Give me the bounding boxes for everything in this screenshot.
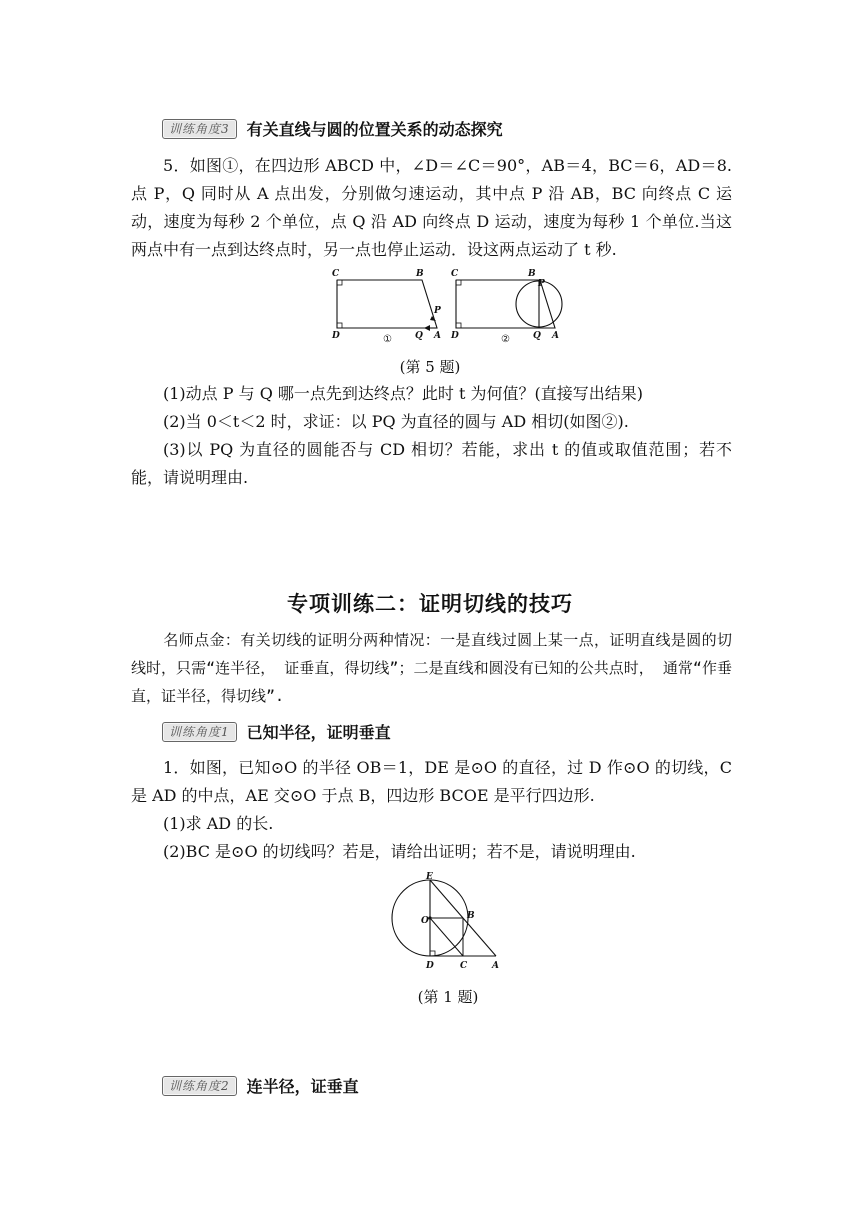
training-angle-1-header [162, 720, 391, 743]
problem-1-question-1: (1)求 AD 的长. [163, 814, 274, 833]
fig-label-d: D [426, 961, 434, 971]
fig2-label-a: A [552, 331, 559, 341]
fig2-label-p: P [538, 279, 545, 289]
fig1-number: ① [383, 334, 392, 345]
problem-5-question-2: (2)当 0＜t＜2 时，求证：以 PQ 为直径的圆与 AD 相切(如图②). [163, 412, 629, 431]
fig1-label-b: B [416, 269, 424, 279]
figure-5-2 [450, 269, 562, 345]
problem-1-caption: (第 1 题) [417, 988, 479, 1006]
fig2-label-c: C [451, 269, 459, 279]
training-angle-3-header [162, 117, 503, 140]
fig-label-b: B [467, 911, 475, 921]
problem-5-caption: (第 5 题) [399, 358, 461, 376]
tip-paragraph: 名师点金：有关切线的证明分两种情况：一是直线过圆上某一点，证明直线是圆的切线时，只需“连半径， 证垂直，得切线”；二是直线和圆没有已知的公共点时， 通常“作垂直，证半径，得切线”. [131, 631, 732, 705]
problem-1-question-2: (2)BC 是⊙O 的切线吗？若是，请给出证明；若不是，请说明理由. [163, 842, 636, 861]
fig-label-a: A [492, 961, 499, 971]
problem-1-statement: 1．如图，已知⊙O 的半径 OB＝1，DE 是⊙O 的直径，过 D 作⊙O 的切线，C 是 AD 的中点，AE 交⊙O 于点 B，四边形 BCOE 是平行四边形. [131, 758, 732, 805]
fig-label-c: C [460, 961, 468, 971]
training-angle-2-header [162, 1074, 359, 1097]
section-title: 专项训练二：证明切线的技巧 [287, 592, 573, 616]
fig-label-e: E [426, 872, 433, 882]
fig1-label-a: A [434, 331, 441, 341]
fig1-label-p: P [434, 306, 441, 316]
fig1-label-q: Q [415, 331, 423, 341]
training-angle-2-title: 连半径，证垂直 [246, 1077, 359, 1096]
fig1-label-c: C [332, 269, 340, 279]
problem-5-question-1: (1)动点 P 与 Q 哪一点先到达终点？此时 t 为何值？(直接写出结果) [163, 384, 643, 403]
problem-5-statement: 5．如图①，在四边形 ABCD 中，∠D＝∠C＝90°，AB＝4，BC＝6，AD＝8.点 P，Q 同时从 A 点出发，分别做匀速运动，其中点 P 沿 AB，BC 向终点 C 运动，速度为每秒 2 个单位，点 Q 沿 AD 向终点 D 运动，速度为每秒 1 个单位.当这两点中有一点到达终点时，另一点也停止运动．设这两点运动了 t 秒. [131, 156, 732, 259]
fig2-label-q: Q [533, 331, 541, 341]
fig2-label-b: B [528, 269, 536, 279]
problem-5-figures [326, 262, 576, 350]
fig2-number: ② [501, 334, 510, 345]
problem-5-question-3: (3)以 PQ 为直径的圆能否与 CD 相切？若能，求出 t 的值或取值范围；若不能，请说明理由. [131, 440, 732, 487]
fig-label-o: O [421, 916, 429, 926]
training-angle-3-badge: 训练角度3 [162, 119, 237, 139]
figure-5-1 [331, 269, 441, 345]
fig2-label-d: D [451, 331, 459, 341]
training-angle-3-title: 有关直线与圆的位置关系的动态探究 [246, 120, 503, 139]
problem-1-figure [388, 870, 508, 975]
fig1-label-d: D [332, 331, 340, 341]
training-angle-1-badge: 训练角度1 [162, 722, 237, 742]
training-angle-1-title: 已知半径，证明垂直 [246, 723, 391, 742]
training-angle-2-badge: 训练角度2 [162, 1076, 237, 1096]
